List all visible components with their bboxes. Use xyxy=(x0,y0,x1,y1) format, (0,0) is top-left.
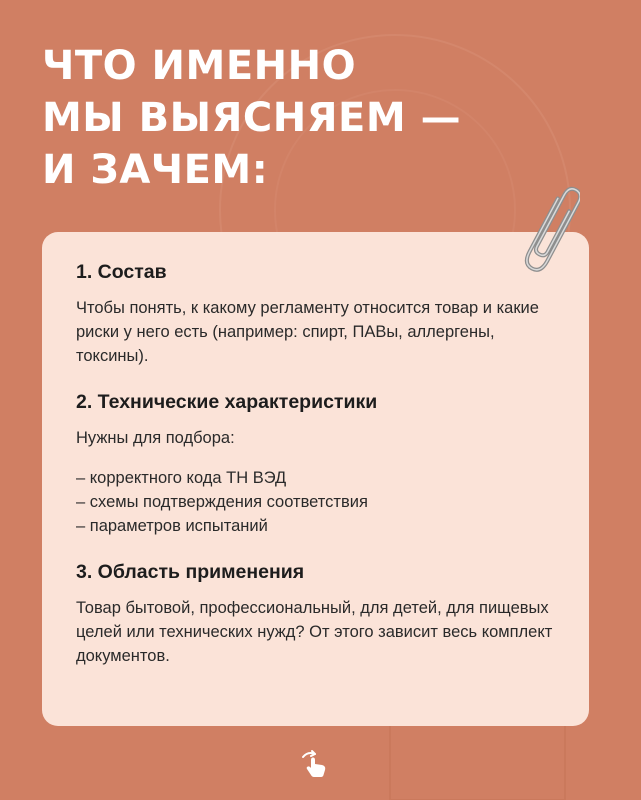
swipe-hand-icon xyxy=(300,748,330,778)
section-text-composition: Чтобы понять, к какому регламенту относится товар и какие риски у него есть (например: спирт, ПАВы, аллергены, токсины). xyxy=(76,299,539,365)
paperclip-icon xyxy=(516,184,580,284)
page-title xyxy=(42,40,461,196)
info-card xyxy=(42,232,589,726)
title-line-2: МЫ ВЫЯСНЯЕМ — xyxy=(42,95,462,141)
section-intro-tech-specs: Нужны для подбора: xyxy=(76,429,235,447)
section-text-application: Товар бытовой, профессиональный, для детей, для пищевых целей или технических нужд? От этого зависит весь комплект документов. xyxy=(76,599,553,665)
list-item: – параметров испытаний xyxy=(76,517,268,535)
section-title-tech-specs: 2. Технические характеристики xyxy=(76,391,378,413)
tech-specs-list xyxy=(76,466,561,538)
section-title-application: 3. Область применения xyxy=(76,561,305,583)
section-title-composition: 1. Состав xyxy=(76,261,167,283)
list-item: – схемы подтверждения соответствия xyxy=(76,493,368,511)
list-item: – корректного кода ТН ВЭД xyxy=(76,469,287,487)
title-line-1: ЧТО ИМЕННО xyxy=(42,43,357,89)
title-line-3: И ЗАЧЕМ: xyxy=(42,147,269,193)
